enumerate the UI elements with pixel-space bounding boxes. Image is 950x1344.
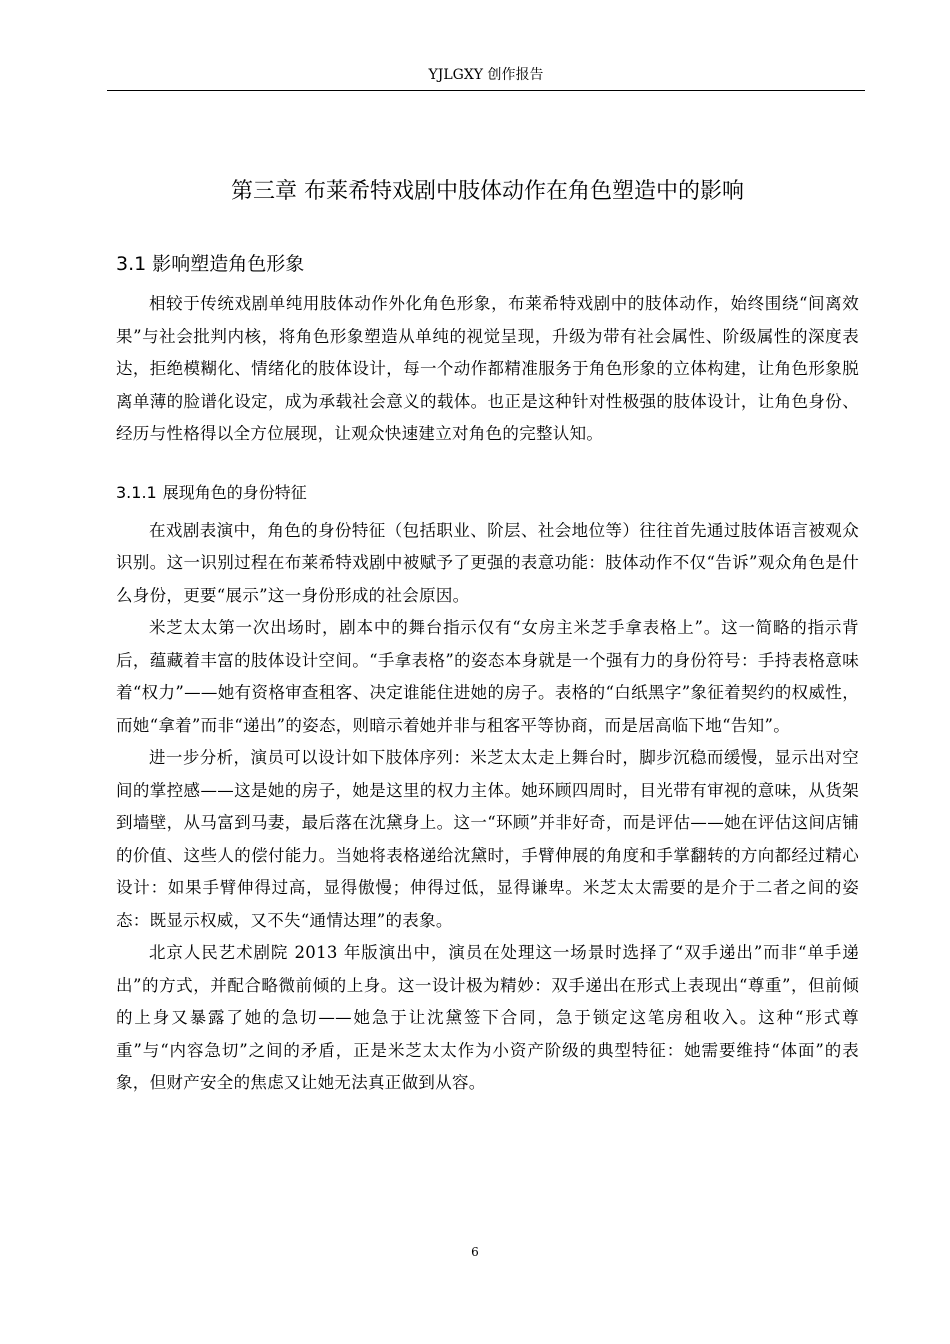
body-paragraph: 进一步分析，演员可以设计如下肢体序列：米芝太太走上舞台时，脚步沉稳而缓慢，显示出对空间的掌控感——这是她的房子，她是这里的权力主体。她环顾四周时，目光带有审视的意味，从货架到墙壁，从马富到马妻，最后落在沈黛身上。这一“环顾”并非好奇，而是评估——她在评估这间店铺的价值、这些人的偿付能力。当她将表格递给沈黛时，手臂伸展的角度和手掌翻转的方向都经过精心设计：如果手臂伸得过高，显得傲慢；伸得过低，显得谦卑。米芝太太需要的是介于二者之间的姿态：既显示权威，又不失“通情达理”的表象。 <box>116 748 859 930</box>
section-heading <box>116 250 859 278</box>
body-paragraph: 米芝太太第一次出场时，剧本中的舞台指示仅有“女房主米芝手拿表格上”。这一简略的指示背后，蕴藏着丰富的肢体设计空间。“手拿表格”的姿态本身就是一个强有力的身份符号：手持表格意味着“权力”——她有资格审查租客、决定谁能住进她的房子。表格的“白纸黑字”象征着契约的权威性，而她“拿着”而非“递出”的姿态，则暗示着她并非与租客平等协商，而是居高临下地“告知”。 <box>116 618 859 735</box>
body-paragraph: 北京人民艺术剧院 2013 年版演出中，演员在处理这一场景时选择了“双手递出”而非“单手递出”的方式，并配合略微前倾的上身。这一设计极为精妙：双手递出在形式上表现出“尊重”，但前倾的上身又暴露了她的急切——她急于让沈黛签下合同，急于锁定这笔房租收入。这种“形式尊重”与“内容急切”之间的矛盾，正是米芝太太作为小资产阶级的典型特征：她需要维持“体面”的表象，但财产安全的焦虑又让她无法真正做到从容。 <box>116 943 859 1092</box>
section-number: 3.1 <box>116 253 147 275</box>
section-title: 影响塑造角色形象 <box>152 253 305 275</box>
page-content <box>116 176 859 1100</box>
subsection-title: 展现角色的身份特征 <box>162 482 307 502</box>
body-paragraph: 在戏剧表演中，角色的身份特征（包括职业、阶层、社会地位等）往往首先通过肢体语言被观众识别。这一识别过程在布莱希特戏剧中被赋予了更强的表意功能：肢体动作不仅“告诉”观众角色是什么身份，更要“展示”这一身份形成的社会原因。 <box>116 520 859 605</box>
page-header <box>107 64 865 91</box>
chapter-title: 第三章 布莱希特戏剧中肢体动作在角色塑造中的影响 <box>231 179 744 204</box>
page-number: 6 <box>471 1245 479 1259</box>
page-footer <box>0 1244 950 1260</box>
section-paragraph: 相较于传统戏剧单纯用肢体动作外化角色形象，布莱希特戏剧中的肢体动作，始终围绕“间离效果”与社会批判内核，将角色形象塑造从单纯的视觉呈现，升级为带有社会属性、阶级属性的深度表达，拒绝模糊化、情绪化的肢体设计，每一个动作都精准服务于角色形象的立体构建，让角色形象脱离单薄的脸谱化设定，成为承载社会意义的载体。也正是这种针对性极强的肢体设计，让角色身份、经历与性格得以全方位展现，让观众快速建立对角色的完整认知。 <box>116 294 859 443</box>
header-text: YJLGXY 创作报告 <box>428 67 544 83</box>
subsection-number: 3.1.1 <box>116 482 157 502</box>
subsection-heading <box>116 481 859 505</box>
